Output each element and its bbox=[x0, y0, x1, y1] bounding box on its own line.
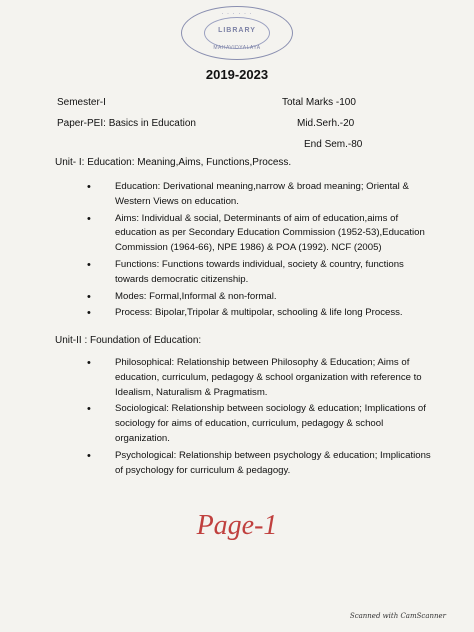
page-number-handwritten: Page-1 bbox=[196, 510, 278, 541]
list-item: • Process: Bipolar,Tripolar & multipolar, schooling & life long Process. bbox=[85, 306, 435, 321]
stamp-bottom-text: MAHAVIDYALAYA bbox=[213, 45, 261, 51]
stamp-top-text: · · · · · · bbox=[221, 11, 253, 17]
unit-1-list bbox=[85, 180, 435, 323]
stamp-label: LIBRARY bbox=[218, 27, 256, 34]
unit-1-title: Unit- I: Education: Meaning,Aims, Functions,Process. bbox=[55, 157, 292, 168]
total-marks: Total Marks -100 bbox=[282, 97, 356, 108]
list-item: • Sociological: Relationship between sociology & education; Implications of sociology for aims of education, curriculum, pedagogy & school organization. bbox=[85, 402, 435, 446]
end-sem-marks: End Sem.-80 bbox=[304, 139, 363, 150]
list-item: • Functions: Functions towards individual, society & country, functions towards democratic citizenship. bbox=[85, 258, 435, 288]
unit-2-title: Unit-II : Foundation of Education: bbox=[55, 335, 202, 346]
unit-2-list bbox=[85, 356, 435, 480]
list-item: • Education: Derivational meaning,narrow & broad meaning; Oriental & Western Views on education. bbox=[85, 180, 435, 210]
semester-label: Semester-I bbox=[57, 97, 106, 108]
mid-sem-marks: Mid.Serh.-20 bbox=[297, 118, 355, 129]
list-item: • Philosophical: Relationship between Philosophy & Education; Aims of education, curriculum, pedagogy & school organization with reference to Idealism, Naturalism & Pragmatism. bbox=[85, 356, 435, 400]
scanner-watermark: Scanned with CamScanner bbox=[349, 612, 446, 620]
library-stamp bbox=[181, 6, 293, 60]
list-item: • Psychological: Relationship between psychology & education; Implications of psychology for curriculum & pedagogy. bbox=[85, 449, 435, 479]
paper-title: Paper-PEI: Basics in Education bbox=[57, 118, 196, 129]
list-item: • Modes: Formal,Informal & non-formal. bbox=[85, 290, 435, 305]
list-item: • Aims: Individual & social, Determinants of aim of education,aims of education as per Secondary Education Commission (1952-53),Education Commission (1964-66), NPE 1986) & POA (1992). NCF (2005) bbox=[85, 212, 435, 256]
session-year: 2019-2023 bbox=[205, 67, 269, 82]
